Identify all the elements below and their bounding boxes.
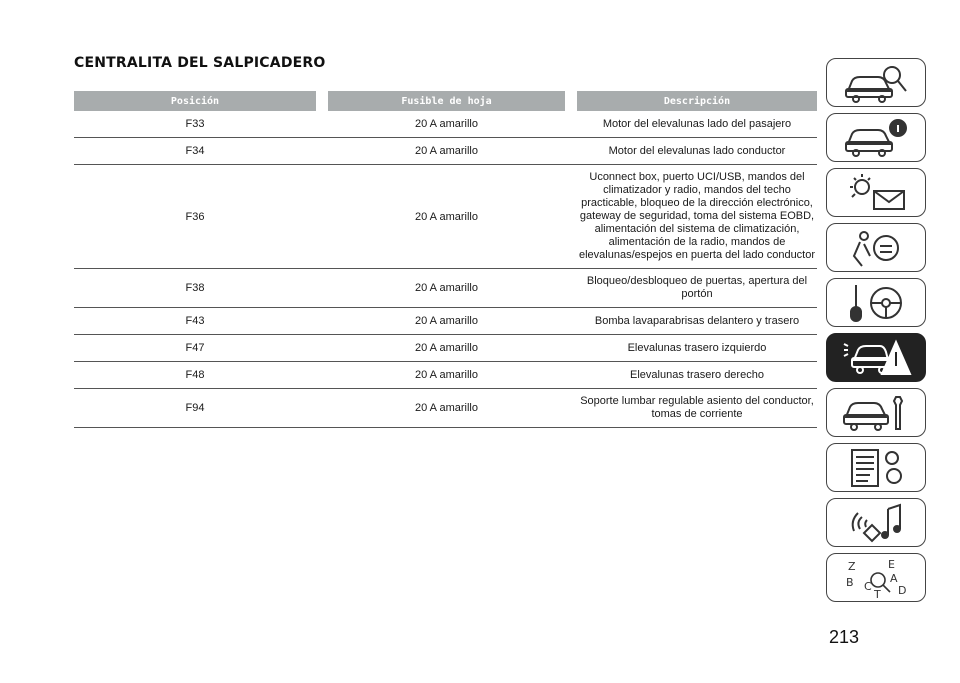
chapter-tab-multimedia[interactable] [826, 498, 926, 547]
cell-fuse: 20 A amarillo [328, 138, 565, 165]
svg-text:C: C [864, 579, 872, 593]
cell-position: F34 [74, 138, 316, 165]
svg-text:B: B [846, 575, 854, 589]
page-number: 213 [829, 627, 860, 647]
chapter-tab-index[interactable] [826, 553, 926, 602]
warning-light-message-icon [840, 171, 912, 215]
svg-text:D: D [898, 583, 907, 597]
page-title: CENTRALITA DEL SALPICADERO [74, 55, 326, 71]
cell-position: F47 [74, 335, 316, 362]
cell-position: F48 [74, 362, 316, 389]
chapter-tab-maintenance[interactable] [826, 388, 926, 437]
table-row [74, 269, 817, 308]
svg-text:T: T [874, 587, 881, 600]
svg-text:Z: Z [848, 559, 856, 573]
cell-position: F36 [74, 165, 316, 269]
cell-fuse: 20 A amarillo [328, 111, 565, 138]
cell-description: Elevalunas trasero derecho [577, 362, 817, 389]
chapter-tab-warning-lights[interactable] [826, 168, 926, 217]
cell-fuse: 20 A amarillo [328, 308, 565, 335]
key-steering-wheel-icon [840, 281, 912, 325]
table-row [74, 165, 817, 269]
cell-position: F38 [74, 269, 316, 308]
chapter-tab-starting-driving[interactable] [826, 278, 926, 327]
chapter-tab-dashboard[interactable] [826, 113, 926, 162]
cell-description: Bloqueo/desbloqueo de puertas, apertura del portón [577, 269, 817, 308]
chapter-tab-safety[interactable] [826, 223, 926, 272]
header-description: Descripción [577, 91, 817, 111]
cell-description: Bomba lavaparabrisas delantero y trasero [577, 308, 817, 335]
svg-text:A: A [890, 571, 898, 585]
chapter-sidebar [826, 58, 928, 608]
cell-description: Uconnect box, puerto UCI/USB, mandos del climatizador y radio, mandos del techo practicable, bloqueo de la dirección electrónico, gateway de seguridad, toma del sistema EOBD, alimentación del sistema de climatización, alimentación de la radio, mandos de elevalunas/espejos en puerta del lado conductor [577, 165, 817, 269]
alphabet-index-icon [840, 556, 912, 600]
cell-position: F33 [74, 111, 316, 138]
airbag-person-icon [840, 226, 912, 270]
chapter-tab-knowing-your-vehicle[interactable] [826, 58, 926, 107]
car-wrench-icon [840, 391, 912, 435]
cell-fuse: 20 A amarillo [328, 362, 565, 389]
cell-description: Soporte lumbar regulable asiento del conductor, tomas de corriente [577, 389, 817, 428]
table-row [74, 389, 817, 428]
document-gear-icon [840, 446, 912, 490]
cell-position: F43 [74, 308, 316, 335]
cell-description: Elevalunas trasero izquierdo [577, 335, 817, 362]
cell-fuse: 20 A amarillo [328, 269, 565, 308]
table-row [74, 335, 817, 362]
chapter-tab-emergency[interactable] [826, 333, 926, 382]
car-info-icon [840, 116, 912, 160]
car-magnifier-icon [840, 61, 912, 105]
table-row [74, 362, 817, 389]
table-row [74, 111, 817, 138]
cell-description: Motor del elevalunas lado conductor [577, 138, 817, 165]
multimedia-signal-note-icon [840, 501, 912, 545]
table-row [74, 308, 817, 335]
car-breakdown-warning-icon [840, 336, 912, 380]
table-header-row [74, 91, 817, 111]
svg-text:E: E [888, 557, 895, 571]
fuse-table [74, 91, 817, 428]
cell-fuse: 20 A amarillo [328, 335, 565, 362]
header-fuse: Fusible de hoja [328, 91, 565, 111]
cell-description: Motor del elevalunas lado del pasajero [577, 111, 817, 138]
table-row [74, 138, 817, 165]
chapter-tab-technical-data[interactable] [826, 443, 926, 492]
cell-fuse: 20 A amarillo [328, 165, 565, 269]
cell-position: F94 [74, 389, 316, 428]
cell-fuse: 20 A amarillo [328, 389, 565, 428]
header-position: Posición [74, 91, 316, 111]
